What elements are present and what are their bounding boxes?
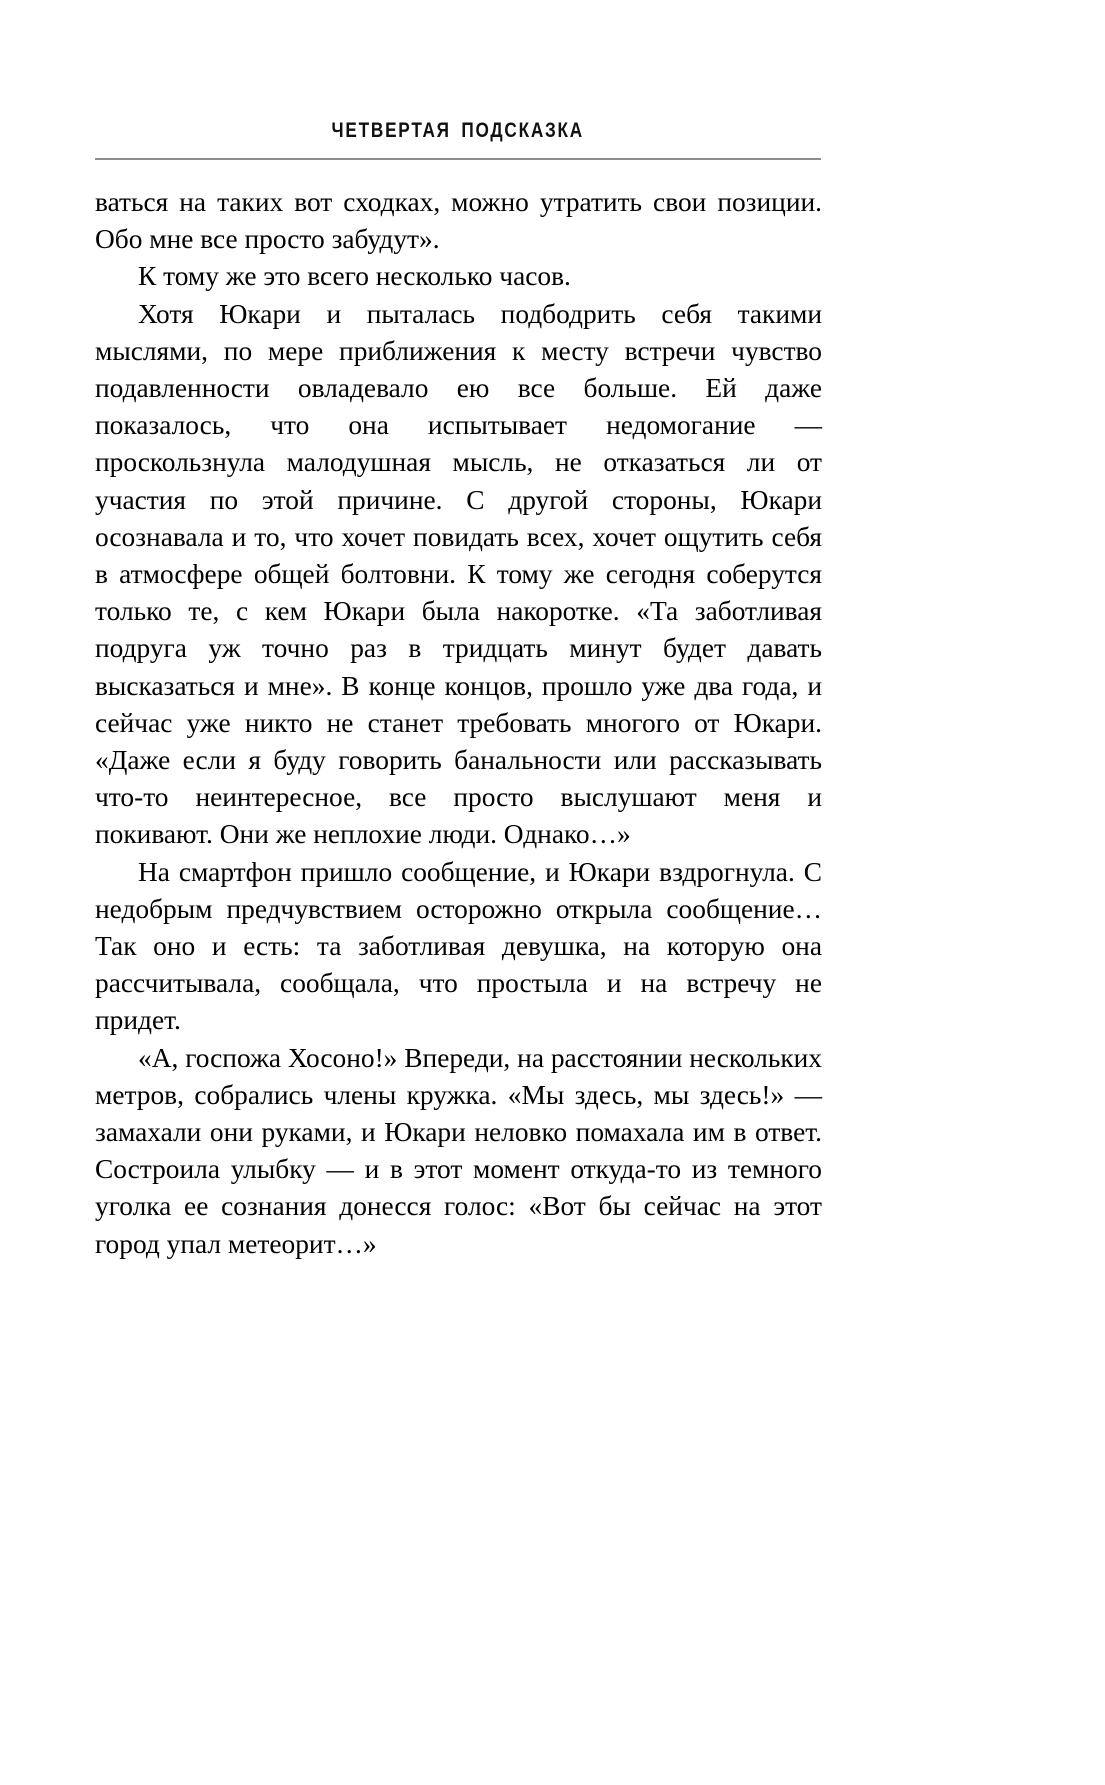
paragraph: Хотя Юкари и пыталась подбодрить себя такими мыслями, по мере приближения к месту встречи чувство подавленности овладевало ею все больше. Ей даже показалось, что она испытывает недомогание — проскользнула малодушная мысль, не отказаться ли от участия по этой причине. С другой стороны, Юкари осознавала и то, что хочет повидать всех, хочет ощутить себя в атмосфере общей болтовни. К тому же сегодня соберутся только те, с кем Юкари была накоротке. «Та заботливая подруга уж точно раз в тридцать минут будет давать высказаться и мне». В конце концов, прошло уже два года, и сейчас уже никто не станет требовать многого от Юкари. «Даже если я буду говорить банальности или рассказывать что-то неинтересное, все просто выслушают меня и покивают. Они же неплохие люди. Однако…»: [95, 298, 822, 850]
paragraph: На смартфон пришло сообщение, и Юкари вздрогнула. С недобрым предчувствием осторожно открыла сообщение… Так оно и есть: та заботливая девушка, на которую она рассчитывала, сообщала, что простыла и на встречу не придет.: [95, 856, 822, 1036]
body-text-block: [95, 184, 822, 1263]
paragraph: «А, госпожа Хосоно!» Впереди, на расстоянии нескольких метров, собрались члены кружка. «Мы здесь, мы здесь!» — замахали они руками, и Юкари неловко помахала им в ответ. Состроила улыбку — и в этот момент откуда-то из темного уголка ее сознания донесся голос: «Вот бы сейчас на этот город упал метеорит…»: [95, 1042, 822, 1259]
running-head: [95, 118, 821, 143]
paragraph: К тому же это всего несколько часов.: [138, 261, 571, 292]
header-divider-rule: [95, 158, 821, 160]
running-head-title: ЧЕТВЕРТАЯ ПОДСКАЗКА: [331, 118, 585, 142]
paragraph: ваться на таких вот сходках, можно утратить свои позиции. Обо мне все просто забудут».: [95, 187, 822, 255]
